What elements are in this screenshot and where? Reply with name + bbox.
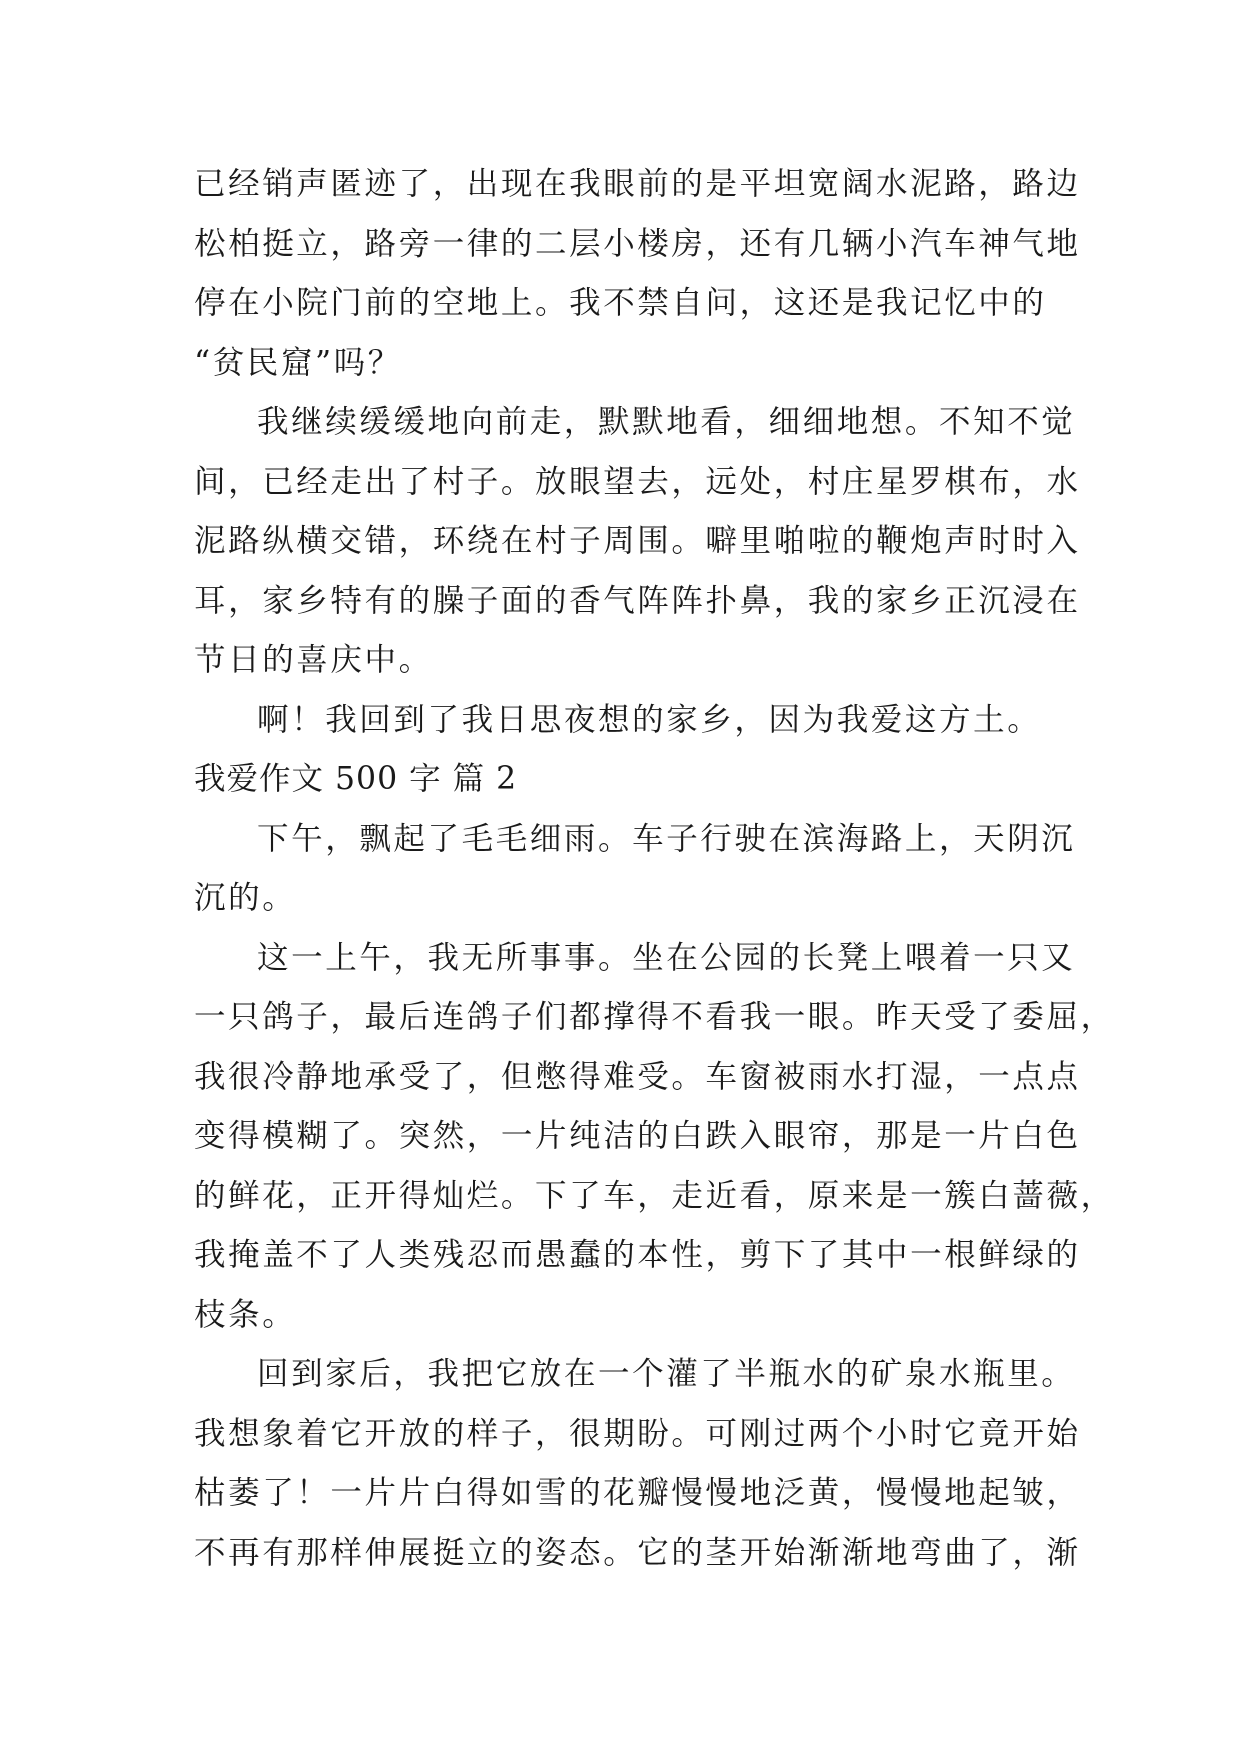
text-line: 节日的喜庆中。 [194, 642, 433, 678]
text-line: 已经销声匿迹了，出现在我眼前的是平坦宽阔水泥路，路边 [194, 166, 1081, 202]
text-line: “贫民窟”吗？ [194, 344, 402, 381]
text-line: 泥路纵横交错，环绕在村子周围。噼里啪啦的鞭炮声时时入 [194, 523, 1081, 559]
text-line: 这一上午，我无所事事。坐在公园的长凳上喂着一只又 [257, 939, 1076, 976]
text-line: 变得模糊了。突然，一片纯洁的白跌入眼帘，那是一片白色 [194, 1118, 1081, 1154]
text-line: 沉的。 [194, 880, 297, 916]
text-line: 的鲜花，正开得灿烂。下了车，走近看，原来是一簇白蔷薇， [194, 1177, 1115, 1214]
body-paragraph [194, 810, 1076, 929]
body-paragraph [194, 155, 1081, 393]
text-line: 间，已经走出了村子。放眼望去，远处，村庄星罗棋布，水 [194, 463, 1081, 500]
text-line: 耳，家乡特有的臊子面的香气阵阵扑鼻，我的家乡正沉浸在 [194, 582, 1081, 619]
text-line: 我继续缓缓地向前走，默默地看，细细地想。不知不觉 [257, 404, 1076, 440]
text-line: 我想象着它开放的样子，很期盼。可刚过两个小时它竟开始 [194, 1415, 1081, 1452]
section-heading [194, 750, 1054, 810]
text-line: 啊！我回到了我日思夜想的家乡，因为我爱这方土。 [257, 701, 1042, 738]
text-line: 下午，飘起了毛毛细雨。车子行驶在滨海路上，天阴沉 [257, 820, 1076, 857]
text-line: 枯萎了！一片片白得如雪的花瓣慢慢地泛黄，慢慢地起皱， [194, 1475, 1081, 1511]
body-paragraph [194, 393, 1081, 691]
text-line: 我爱作文 500 字 篇 2 [194, 761, 518, 797]
text-line: 回到家后，我把它放在一个灌了半瓶水的矿泉水瓶里。 [257, 1356, 1076, 1392]
text-line: 一只鸽子，最后连鸽子们都撑得不看我一眼。昨天受了委屈， [194, 999, 1115, 1035]
text-line: 松柏挺立，路旁一律的二层小楼房，还有几辆小汽车神气地 [194, 225, 1081, 262]
body-paragraph [194, 691, 1054, 751]
body-paragraph [194, 1345, 1081, 1583]
document-body [194, 155, 1115, 1583]
text-line: 我掩盖不了人类残忍而愚蠢的本性，剪下了其中一根鲜绿的 [194, 1237, 1081, 1273]
text-line: 枝条。 [194, 1296, 297, 1333]
body-paragraph [194, 929, 1115, 1346]
text-line: 我很冷静地承受了，但憋得难受。车窗被雨水打湿，一点点 [194, 1058, 1081, 1095]
text-line: 停在小院门前的空地上。我不禁自问，这还是我记忆中的 [194, 285, 1047, 321]
text-line: 不再有那样伸展挺立的姿态。它的茎开始渐渐地弯曲了，渐 [194, 1534, 1081, 1571]
